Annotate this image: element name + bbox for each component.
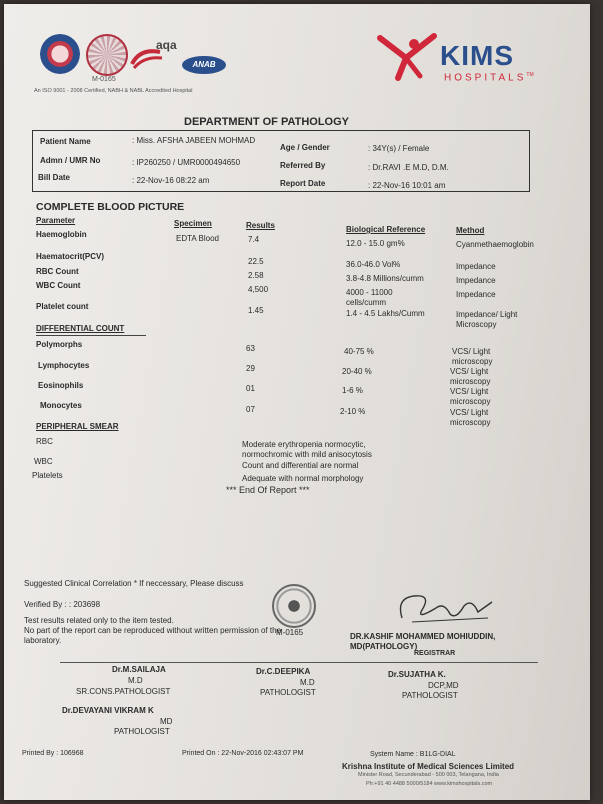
col-method: Method bbox=[456, 226, 485, 235]
brand-name: KIMS bbox=[440, 40, 514, 71]
diff-method-lymph: VCS/ Light microscopy bbox=[450, 367, 491, 386]
diff-param-poly: Polymorphs bbox=[36, 340, 83, 349]
iso-line: An ISO 9001 - 2008 Certified, NABH & NABL Accredited Hospital bbox=[34, 88, 193, 94]
smear-value-wbc: Count and differential are normal bbox=[242, 461, 359, 470]
col-specimen: Specimen bbox=[174, 219, 212, 228]
cbp-ref-pcv: 36.0-46.0 Vol% bbox=[346, 260, 401, 269]
brand-sub-text: HOSPITALS bbox=[444, 72, 527, 84]
smear-value-rbc: Moderate erythropenia normocytic, normochromic with mild anisocytosis bbox=[242, 440, 372, 459]
sig-deepika-degree: M.D bbox=[300, 678, 315, 687]
diff-result-poly: 63 bbox=[246, 344, 255, 353]
sig-devayani-name: Dr.DEVAYANI VIKRAM K bbox=[62, 706, 154, 715]
bill-date-value: : 22-Nov-16 08:22 am bbox=[132, 176, 210, 185]
age-gender-label: Age / Gender bbox=[280, 143, 330, 152]
diff-param-eos: Eosinophils bbox=[38, 381, 84, 390]
main-signatory-title: REGISTRAR bbox=[414, 650, 456, 657]
cbp-result-pcv: 22.5 bbox=[248, 257, 264, 266]
referred-by-label: Referred By bbox=[280, 161, 326, 170]
diff-param-lymph: Lymphocytes bbox=[38, 361, 90, 370]
main-signatory-name: DR.KASHIF MOHAMMED MOHIUDDIN, MD(PATHOLOGY) bbox=[350, 632, 496, 651]
diff-title-line bbox=[36, 335, 146, 336]
kims-logo-icon bbox=[376, 32, 440, 82]
anab-text: ANAB bbox=[192, 60, 216, 69]
patient-name-value: : Miss. AFSHA JABEEN MOHMAD bbox=[132, 136, 256, 145]
diff-result-lymph: 29 bbox=[246, 364, 255, 373]
sig-sailaja-title: SR.CONS.PATHOLOGIST bbox=[76, 687, 171, 696]
smear-title: PERIPHERAL SMEAR bbox=[36, 422, 119, 431]
cbp-result-plt: 1.45 bbox=[248, 306, 264, 315]
system-name: System Name : B1LG-DIAL bbox=[370, 751, 456, 758]
nabl-seal-icon bbox=[86, 34, 128, 76]
cbp-ref-hb: 12.0 - 15.0 gm% bbox=[346, 239, 405, 248]
stamp-label: M-0165 bbox=[276, 628, 304, 637]
cbp-method-wbc: Impedance bbox=[456, 290, 496, 299]
cbp-method-hb: Cyanmethaemoglobin bbox=[456, 240, 534, 249]
cbp-param-plt: Platelet count bbox=[36, 302, 89, 311]
verified-by: Verified By : : 203698 bbox=[24, 600, 101, 609]
brand-tm: TM bbox=[526, 72, 534, 78]
admn-umr-value: : IP260250 / UMR0000494650 bbox=[132, 158, 241, 167]
note-items-tested: Test results related only to the item tested. bbox=[24, 616, 174, 625]
diff-method-mono: VCS/ Light microscopy bbox=[450, 408, 491, 427]
diff-ref-lymph: 20-40 % bbox=[342, 367, 372, 376]
referred-by-value: : Dr.RAVI .E M.D, D.M. bbox=[368, 163, 449, 172]
diff-result-mono: 07 bbox=[246, 405, 255, 414]
diff-ref-eos: 1-6 % bbox=[342, 386, 363, 395]
cbp-specimen-hb: EDTA Blood bbox=[176, 234, 219, 243]
printed-on: Printed On : 22-Nov-2016 02:43:07 PM bbox=[182, 750, 304, 757]
department-title: DEPARTMENT OF PATHOLOGY bbox=[184, 116, 349, 128]
sig-devayani-degree: MD bbox=[160, 717, 173, 726]
note-no-reproduce: No part of the report can be reproduced without written permission of the laboratory. bbox=[24, 626, 282, 645]
brand-sub bbox=[444, 72, 534, 83]
diff-ref-mono: 2-10 % bbox=[340, 407, 366, 416]
admn-umr-label: Admn / UMR No bbox=[40, 156, 101, 165]
col-parameter: Parameter bbox=[36, 216, 76, 225]
smear-param-wbc: WBC bbox=[34, 457, 53, 466]
cbp-param-rbc: RBC Count bbox=[36, 267, 79, 276]
col-reference: Biological Reference bbox=[346, 225, 426, 234]
diff-ref-poly: 40-75 % bbox=[344, 347, 374, 356]
diff-method-poly: VCS/ Light microscopy bbox=[452, 347, 493, 366]
diff-param-mono: Monocytes bbox=[40, 401, 82, 410]
cbp-param-wbc: WBC Count bbox=[36, 281, 81, 290]
diff-method-eos: VCS/ Light microscopy bbox=[450, 387, 491, 406]
cbp-param-pcv: Haematocrit(PCV) bbox=[36, 252, 105, 261]
cbp-title: COMPLETE BLOOD PICTURE bbox=[36, 201, 185, 213]
diff-result-eos: 01 bbox=[246, 384, 255, 393]
anab-badge bbox=[182, 56, 226, 74]
bill-date-label: Bill Date bbox=[38, 173, 71, 182]
nabl-stamp-icon bbox=[272, 584, 316, 628]
sig-sujatha-degree: DCP,MD bbox=[428, 681, 459, 690]
sig-sailaja-name: Dr.M.SAILAJA bbox=[112, 665, 166, 674]
institute-address: Minister Road, Secunderabad - 500 003, Telangana, India bbox=[358, 772, 499, 778]
cbp-result-hb: 7.4 bbox=[248, 235, 260, 244]
report-paper bbox=[4, 4, 590, 800]
smear-value-plt: Adequate with normal morphology bbox=[242, 474, 364, 483]
age-gender-value: : 34Y(s) / Female bbox=[368, 144, 430, 153]
aqa-text: aqa bbox=[156, 38, 177, 52]
smear-param-rbc: RBC bbox=[36, 437, 53, 446]
smear-param-plt: Platelets bbox=[32, 471, 63, 480]
patient-name-label: Patient Name bbox=[40, 137, 91, 146]
institute-name: Krishna Institute of Medical Sciences Limited bbox=[342, 762, 515, 771]
clinical-correlation: Suggested Clinical Correlation * If neccessary, Please discuss bbox=[24, 579, 244, 588]
printed-by: Printed By : 106968 bbox=[22, 750, 84, 757]
diff-title: DIFFERENTIAL COUNT bbox=[36, 324, 125, 333]
sig-deepika-title: PATHOLOGIST bbox=[260, 688, 316, 697]
signature-icon bbox=[392, 588, 502, 628]
cbp-result-wbc: 4,500 bbox=[248, 285, 269, 294]
cbp-method-pcv: Impedance bbox=[456, 262, 496, 271]
cbp-method-rbc: Impedance bbox=[456, 276, 496, 285]
cert-number: M-0165 bbox=[92, 76, 116, 83]
report-date-label: Report Date bbox=[280, 179, 326, 188]
end-of-report: *** End Of Report *** bbox=[226, 485, 310, 495]
cbp-method-plt: Impedance/ Light Microscopy bbox=[456, 310, 518, 329]
cbp-ref-wbc: 4000 - 11000 cells/cumm bbox=[346, 288, 393, 307]
sig-devayani-title: PATHOLOGIST bbox=[114, 727, 170, 736]
cbp-param-hb: Haemoglobin bbox=[36, 230, 87, 239]
signatories-divider bbox=[60, 662, 538, 663]
cbp-ref-plt: 1.4 - 4.5 Lakhs/Cumm bbox=[346, 309, 425, 318]
sig-sujatha-name: Dr.SUJATHA K. bbox=[388, 670, 446, 679]
cbp-result-rbc: 2.58 bbox=[248, 271, 264, 280]
cbp-ref-rbc: 3.8-4.8 Millions/cumm bbox=[346, 274, 424, 283]
nabh-logo-icon bbox=[40, 34, 80, 74]
sig-sailaja-degree: M.D bbox=[128, 676, 143, 685]
sig-deepika-name: Dr.C.DEEPIKA bbox=[256, 667, 311, 676]
institute-contact: Ph:+91 40 4488 5000/5184 www.kimshospitals.com bbox=[366, 781, 493, 787]
sig-sujatha-title: PATHOLOGIST bbox=[402, 691, 458, 700]
report-date-value: : 22-Nov-16 10:01 am bbox=[368, 181, 446, 190]
col-results: Results bbox=[246, 221, 275, 230]
